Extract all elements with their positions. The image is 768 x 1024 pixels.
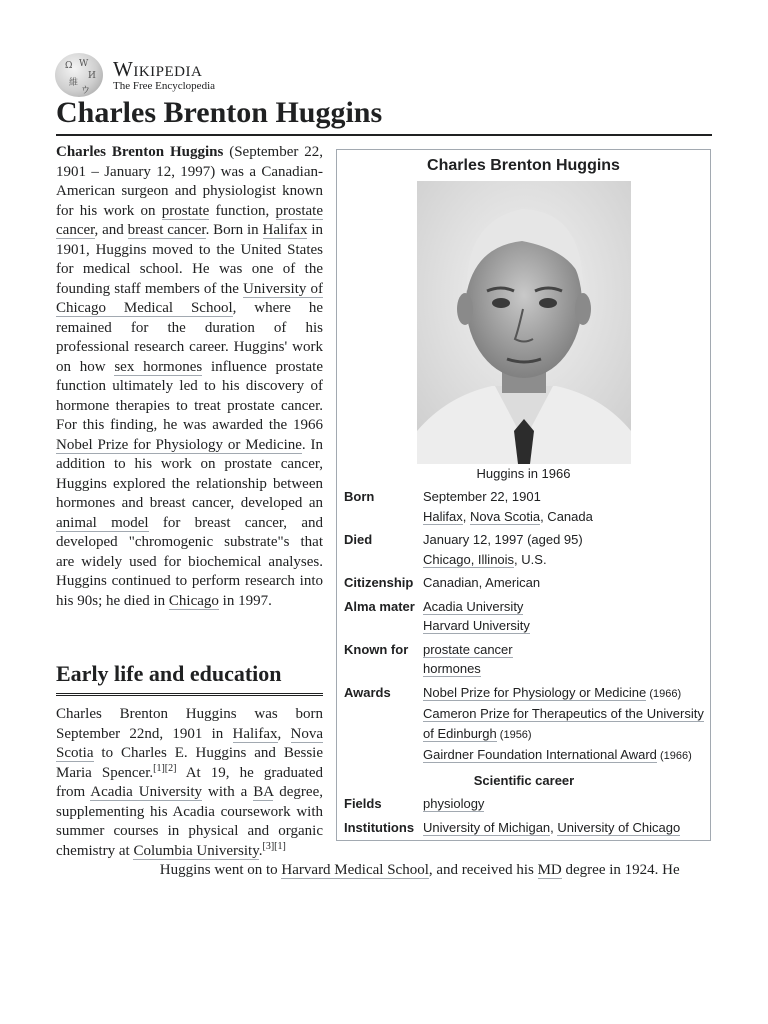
- intro-text: function,: [209, 202, 276, 219]
- link-halifax-2[interactable]: Halifax: [232, 725, 278, 742]
- award-year: (1956): [496, 728, 532, 741]
- section-text: , and received his: [428, 862, 538, 878]
- born-date: September 22, 1901: [423, 489, 541, 504]
- intro-text: in 1901, Huggins moved to the United States for medical school. He was one of the founding staff members of the: [56, 222, 323, 297]
- infobox-row-awards: [344, 679, 704, 767]
- infobox-title: Charles Brenton Huggins: [427, 157, 620, 174]
- link-halifax[interactable]: Halifax: [262, 222, 308, 238]
- section-text: to Charles E. Huggins and Bessie Maria Spencer.: [56, 745, 323, 781]
- link-prostate-cancer[interactable]: prostate cancer: [56, 202, 323, 238]
- infobox-row-known-for: [344, 636, 704, 679]
- intro-text: (September 22, 1901 – January 12, 1997) was a Canadian-American surgeon and physiologist known for his work on: [56, 144, 323, 219]
- reference-link[interactable]: [1][2]: [153, 762, 177, 774]
- infobox: [336, 149, 711, 841]
- link-known-hormones[interactable]: hormones: [423, 661, 481, 676]
- link-prostate[interactable]: prostate: [161, 202, 210, 219]
- intro-text: in 1997.: [218, 592, 272, 609]
- section-text: degree in 1924. He: [561, 862, 680, 878]
- intro-paragraph: [56, 143, 323, 611]
- link-columbia-university[interactable]: Columbia University: [133, 842, 259, 859]
- label-awards: Awards: [344, 684, 391, 700]
- born-separator: ,: [462, 508, 470, 524]
- wikipedia-tagline: The Free Encyclopedia: [113, 79, 216, 92]
- label-institutions: Institutions: [344, 819, 415, 835]
- institution-separator: ,: [550, 819, 558, 835]
- intro-text: . Born in: [205, 222, 263, 238]
- link-sex-hormones[interactable]: sex hormones: [114, 358, 203, 375]
- wikipedia-wordmark: Wikipedia: [113, 56, 203, 81]
- citizenship-value: Canadian, American: [423, 575, 541, 590]
- award-year: (1966): [656, 750, 692, 762]
- link-award-cameron[interactable]: Cameron Prize for Therapeutics of the University of Edinburgh: [423, 706, 704, 741]
- portrait-photo[interactable]: [417, 181, 631, 464]
- intro-text: for breast cancer, and developed "chromogenic substrate"s that are widely used for biochemical analyses. Huggins continued to perform research into his 90s; he died in: [56, 514, 323, 609]
- link-award-nobel[interactable]: Nobel Prize for Physiology or Medicine: [423, 684, 647, 700]
- intro-text: , where he remained for the duration of his professional research career. Huggins' work on how: [56, 300, 323, 375]
- intro-text: , and: [94, 222, 128, 238]
- scientific-career-header: Scientific career: [473, 772, 575, 788]
- link-known-prostate-cancer[interactable]: prostate cancer: [423, 641, 513, 657]
- link-acadia-university[interactable]: Acadia University: [90, 784, 203, 800]
- link-award-gairdner[interactable]: Gairdner Foundation International Award: [423, 747, 657, 762]
- section-text: Huggins went on to: [156, 862, 282, 878]
- award-year: (1966): [646, 687, 682, 700]
- section-text: At 19, he graduated from: [56, 764, 323, 800]
- infobox-row-citizenship: [344, 569, 704, 593]
- link-inst-michigan[interactable]: University of Michigan: [423, 819, 551, 835]
- link-nobel-prize[interactable]: Nobel Prize for Physiology or Medicine: [56, 436, 302, 453]
- died-date: January 12, 1997 (aged 95): [423, 532, 583, 547]
- link-animal-model[interactable]: animal model: [56, 514, 149, 531]
- wikipedia-logo[interactable]: [55, 53, 215, 97]
- label-known-for: Known for: [344, 641, 409, 657]
- intro-bold-name: Charles Brenton Huggins: [56, 144, 224, 160]
- early-life-paragraph: [56, 705, 323, 861]
- link-field-physiology[interactable]: physiology: [423, 796, 485, 811]
- label-born: Born: [344, 489, 375, 504]
- link-harvard-medical-school[interactable]: Harvard Medical School: [281, 862, 429, 878]
- infobox-row-fields: [344, 790, 704, 814]
- link-chicago[interactable]: Chicago: [168, 592, 219, 609]
- link-uchicago-medical-school[interactable]: University of Chicago Medical School: [56, 280, 323, 316]
- link-inst-chicago[interactable]: University of Chicago: [557, 819, 681, 835]
- infobox-row-died: [344, 526, 704, 569]
- section-text: .: [258, 842, 263, 859]
- section-text: ,: [277, 725, 291, 742]
- label-fields: Fields: [344, 796, 382, 811]
- portrait-image: [417, 181, 631, 464]
- section-text: degree, supplementing his Acadia coursework with summer courses in physical and organic chemistry at: [56, 784, 323, 859]
- link-born-nova-scotia[interactable]: Nova Scotia: [469, 508, 541, 524]
- intro-text: influence prostate function ultimately led to his discovery of hormone therapies to treat prostate cancer. For this finding, he was awarded the 1966: [56, 358, 324, 433]
- label-died: Died: [344, 532, 373, 547]
- link-md[interactable]: MD: [537, 862, 562, 878]
- section-heading-early-life: Early life and education: [56, 661, 323, 696]
- reference-link[interactable]: [3][1]: [262, 840, 286, 852]
- early-life-paragraph-continued: [56, 861, 712, 881]
- link-alma-harvard[interactable]: Harvard University: [423, 618, 530, 633]
- link-alma-acadia[interactable]: Acadia University: [423, 598, 524, 614]
- infobox-row-alma-mater: [344, 593, 704, 636]
- infobox-table: [344, 487, 704, 837]
- section-text: Charles Brenton Huggins was born September 22nd, 1901 in: [56, 706, 323, 742]
- page-title: Charles Brenton Huggins: [56, 96, 712, 136]
- infobox-row-institutions: [344, 814, 704, 838]
- died-country: , U.S.: [514, 551, 547, 567]
- link-died-chicago[interactable]: Chicago, Illinois: [423, 551, 515, 567]
- infobox-row-scientific-career: [344, 767, 704, 791]
- link-breast-cancer[interactable]: breast cancer: [127, 222, 206, 238]
- photo-caption: Huggins in 1966: [476, 466, 571, 481]
- link-nova-scotia[interactable]: Nova Scotia: [56, 725, 323, 761]
- born-country: , Canada: [540, 508, 593, 524]
- wikipedia-globe-icon: Ω W И 維 ウ: [55, 53, 103, 97]
- infobox-row-born: [344, 487, 704, 526]
- intro-text: . In addition to his work on prostate cancer, Huggins explored the relationship between hormones and breast cancer, developed an: [56, 436, 324, 511]
- label-alma-mater: Alma mater: [344, 598, 415, 614]
- link-born-halifax[interactable]: Halifax: [423, 508, 463, 524]
- link-ba[interactable]: BA: [253, 784, 274, 800]
- label-citizenship: Citizenship: [344, 575, 414, 590]
- section-text: with a: [202, 784, 254, 800]
